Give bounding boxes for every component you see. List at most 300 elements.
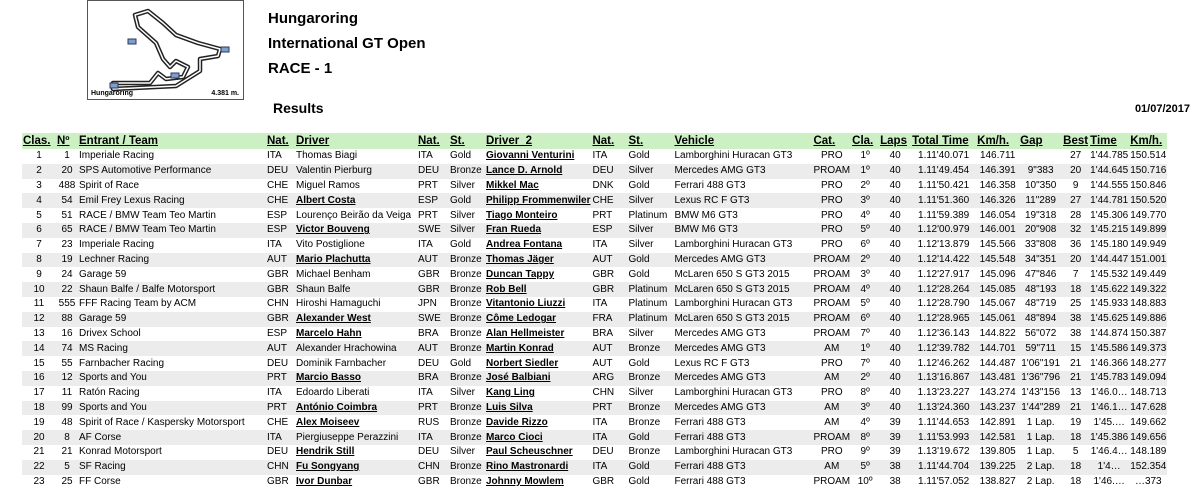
cell-driver2-nat: DEU xyxy=(592,446,614,458)
cell-vehicle: BMW M6 GT3 xyxy=(673,223,812,238)
cell-best-speed: 149.373 xyxy=(1129,341,1167,356)
cell-category: PRO xyxy=(820,150,843,162)
table-row xyxy=(22,238,1167,253)
cell-gap: 19"318 xyxy=(1024,209,1057,221)
cell-category: PROAM xyxy=(812,282,851,297)
cell-best-time: 1'46.1… xyxy=(1089,401,1129,416)
cell-vehicle: Mercedes AMG GT3 xyxy=(673,401,812,416)
col-header-vehicle: Vehicle xyxy=(673,133,812,149)
cell-driver-nat: DEU xyxy=(417,164,449,179)
cell-class-pos: 2º xyxy=(851,371,879,386)
cell-entrant-nat: CHE xyxy=(267,416,289,428)
cell-driver2: Tiago Monteiro xyxy=(486,209,558,221)
cell-vehicle: Lamborghini Huracan GT3 xyxy=(674,387,793,399)
cell-category: PROAM xyxy=(813,298,851,310)
table-row xyxy=(22,193,1167,208)
cell-category: PRO xyxy=(820,179,843,191)
cell-total-time: 1.11'44.653 xyxy=(918,416,970,428)
cell-laps: 40 xyxy=(879,193,911,208)
cell-category: PROAM xyxy=(813,268,851,280)
cell-best-speed: 148.189 xyxy=(1130,446,1167,458)
cell-gap: 2 Lap. xyxy=(1026,475,1055,487)
cell-driver-status: Bronze xyxy=(449,401,485,416)
cell-vehicle: Lexus RC F GT3 xyxy=(674,357,750,369)
cell-driver: Hiroshi Hamaguchi xyxy=(296,298,381,310)
cell-best-speed: 148.277 xyxy=(1130,357,1167,369)
cell-best-speed: 149.886 xyxy=(1129,312,1167,327)
cell-vehicle: Lamborghini Huracan GT3 xyxy=(674,446,793,458)
col-header-driver-nat: Nat. xyxy=(417,133,449,149)
cell-driver-status: Bronze xyxy=(449,460,485,475)
cell-avg-speed: 143.237 xyxy=(976,401,1019,416)
cell-laps: 40 xyxy=(879,341,911,356)
cell-driver: Ivor Dunbar xyxy=(296,475,353,487)
cell-avg-speed: 144.701 xyxy=(976,341,1019,356)
cell-driver2-nat: ITA xyxy=(592,298,608,310)
cell-driver2-status: Bronze xyxy=(627,371,673,386)
cell-driver2: Vitantonio Liuzzi xyxy=(486,298,566,310)
table-row xyxy=(22,223,1167,238)
cell-category: PROAM xyxy=(813,327,851,339)
cell-number: 25 xyxy=(61,475,73,487)
table-row xyxy=(22,386,1167,401)
cell-driver-status: Bronze xyxy=(449,371,485,386)
cell-best-lap: 15 xyxy=(1062,341,1089,356)
cell-best-speed: 151.001 xyxy=(1129,253,1167,268)
cell-entrant: Drivex School xyxy=(79,327,141,339)
cell-category: PRO xyxy=(820,209,843,221)
cell-best-lap: 36 xyxy=(1070,239,1082,251)
cell-gap: 1'44"289 xyxy=(1019,401,1062,416)
cell-vehicle: Mercedes AMG GT3 xyxy=(674,327,766,339)
cell-total-time: 1.13'24.360 xyxy=(911,401,976,416)
cell-best-lap: 27 xyxy=(1062,193,1089,208)
cell-best-time: 1'44.555 xyxy=(1090,179,1129,191)
cell-entrant-nat: PRT xyxy=(266,401,295,416)
col-header-laps: Laps xyxy=(879,133,911,149)
cell-avg-speed: 139.805 xyxy=(979,446,1016,458)
cell-driver: Fu Songyang xyxy=(295,460,417,475)
cell-driver-nat: DEU xyxy=(418,446,440,458)
cell-driver-nat: SWE xyxy=(417,312,449,327)
cell-driver-nat: SWE xyxy=(417,223,449,238)
cell-vehicle: Lexus RC F GT3 xyxy=(673,193,812,208)
cell-driver-status: Gold xyxy=(450,239,472,251)
cell-driver2-status: Silver xyxy=(627,193,673,208)
cell-vehicle: Mercedes AMG GT3 xyxy=(673,341,812,356)
cell-entrant-nat: ESP xyxy=(267,327,288,339)
cell-total-time: 1.11'51.360 xyxy=(911,193,976,208)
cell-gap: 9"383 xyxy=(1019,164,1062,179)
cell-total-time: 1.13'19.672 xyxy=(917,446,970,458)
cell-gap: 20"908 xyxy=(1019,223,1062,238)
cell-class-pos: 10º xyxy=(857,475,873,487)
cell-entrant: Imperiale Racing xyxy=(79,150,155,162)
cell-driver2-nat: FRA xyxy=(591,312,627,327)
cell-driver2: Martin Konrad xyxy=(485,341,591,356)
cell-gap: 34"351 xyxy=(1019,253,1062,268)
cell-best-lap: 18 xyxy=(1062,430,1089,445)
cell-number: 21 xyxy=(61,446,73,458)
cell-best-lap: 32 xyxy=(1062,223,1089,238)
cell-best-time: 1'45.180 xyxy=(1090,239,1129,251)
cell-driver-status: Gold xyxy=(450,150,472,162)
cell-driver2-nat: ITA xyxy=(591,430,627,445)
cell-best-time: 1'44.447 xyxy=(1089,253,1129,268)
cell-entrant: Farnbacher Racing xyxy=(79,357,165,369)
cell-gap: 48"894 xyxy=(1019,312,1062,327)
cell-avg-speed: 145.061 xyxy=(976,312,1019,327)
cell-laps: 40 xyxy=(879,282,911,297)
cell-position: 6 xyxy=(22,223,56,238)
cell-position: 18 xyxy=(22,401,56,416)
cell-position: 19 xyxy=(33,416,45,428)
cell-driver-nat: DEU xyxy=(418,357,440,369)
cell-total-time: 1.12'28.264 xyxy=(911,282,976,297)
cell-driver2: Philipp Frommenwiler xyxy=(485,193,591,208)
cell-best-lap: 18 xyxy=(1070,475,1082,487)
cell-driver2: Paul Scheuschner xyxy=(486,446,573,458)
cell-driver-status: Silver xyxy=(450,387,476,399)
table-row xyxy=(22,253,1167,268)
cell-driver: Miguel Ramos xyxy=(296,179,360,191)
cell-laps: 39 xyxy=(889,416,901,428)
cell-best-time: 1'44.785 xyxy=(1090,150,1129,162)
cell-driver2-status: Gold xyxy=(627,460,673,475)
cell-vehicle: Lamborghini Huracan GT3 xyxy=(674,150,793,162)
cell-position: 23 xyxy=(33,475,45,487)
race-title: RACE - 1 xyxy=(268,60,333,77)
cell-driver-nat: ITA xyxy=(418,150,433,162)
cell-driver: Vito Postiglione xyxy=(296,239,365,251)
cell-entrant: FFF Racing Team by ACM xyxy=(79,298,197,310)
cell-avg-speed: 144.822 xyxy=(979,327,1016,339)
cell-position: 7 xyxy=(36,239,42,251)
cell-total-time: 1.12'00.979 xyxy=(911,223,976,238)
cell-laps: 40 xyxy=(889,209,901,221)
cell-driver2-status: Bronze xyxy=(628,446,661,458)
cell-vehicle: BMW M6 GT3 xyxy=(674,209,738,221)
cell-driver2: Rob Bell xyxy=(485,282,591,297)
cell-driver-nat: RUS xyxy=(418,416,440,428)
cell-gap: 1'36"796 xyxy=(1019,371,1062,386)
cell-driver2: Rino Mastronardi xyxy=(485,460,591,475)
cell-driver: Dominik Farnbacher xyxy=(296,357,387,369)
cell-best-time: 1'45.625 xyxy=(1089,312,1129,327)
cell-driver2-status: Platinum xyxy=(627,312,673,327)
cell-class-pos: 6º xyxy=(851,312,879,327)
cell-vehicle: Ferrari 488 GT3 xyxy=(673,460,812,475)
cell-best-speed: 150.846 xyxy=(1130,179,1167,191)
cell-position: 8 xyxy=(22,253,56,268)
cell-laps: 40 xyxy=(879,164,911,179)
cell-best-lap: 18 xyxy=(1062,282,1089,297)
cell-position: 20 xyxy=(22,430,56,445)
cell-avg-speed: 145.067 xyxy=(979,298,1016,310)
cell-driver-status: Bronze xyxy=(449,312,485,327)
cell-driver: Marcio Basso xyxy=(295,371,417,386)
cell-position: 12 xyxy=(22,312,56,327)
cell-entrant: Emil Frey Lexus Racing xyxy=(78,193,266,208)
cell-driver2: Andrea Fontana xyxy=(486,239,563,251)
cell-driver-status: Silver xyxy=(450,209,476,221)
cell-total-time: 1.12'28.965 xyxy=(911,312,976,327)
cell-driver-nat: BRA xyxy=(418,327,439,339)
cell-class-pos: 1º xyxy=(851,341,879,356)
cell-laps: 38 xyxy=(889,475,901,487)
cell-driver2-status: Gold xyxy=(628,179,650,191)
cell-best-time: 1'45.622 xyxy=(1089,282,1129,297)
cell-category: PROAM xyxy=(813,475,851,487)
cell-position: 17 xyxy=(33,387,45,399)
cell-best-time: 1'44.645 xyxy=(1089,164,1129,179)
cell-best-speed: 149.322 xyxy=(1129,282,1167,297)
cell-number: 65 xyxy=(56,223,78,238)
cell-total-time: 1.11'40.071 xyxy=(918,150,970,162)
results-label: Results xyxy=(273,100,324,116)
cell-gap: 48"719 xyxy=(1024,298,1057,310)
table-row xyxy=(22,460,1167,475)
cell-best-time: 1'45.933 xyxy=(1090,298,1129,310)
col-header-driver2: Driver_2 xyxy=(485,133,591,149)
cell-entrant-nat: PRT xyxy=(266,371,295,386)
cell-driver2-nat: PRT xyxy=(592,209,613,221)
cell-driver2-nat: GBR xyxy=(592,268,615,280)
cell-driver2-nat: DEU xyxy=(591,164,627,179)
cell-number: 54 xyxy=(56,193,78,208)
cell-category: AM xyxy=(812,401,851,416)
cell-best-time: 1'4… xyxy=(1089,460,1129,475)
cell-entrant-nat: CHN xyxy=(267,298,289,310)
cell-entrant-nat: GBR xyxy=(267,475,289,487)
cell-laps: 40 xyxy=(889,387,901,399)
cell-avg-speed: 142.891 xyxy=(979,416,1016,428)
cell-number: 5 xyxy=(56,460,78,475)
cell-total-time: 1.12'14.422 xyxy=(911,253,976,268)
cell-laps: 40 xyxy=(889,268,901,280)
cell-total-time: 1.12'46.262 xyxy=(917,357,970,369)
cell-entrant: Garage 59 xyxy=(79,268,127,280)
circuit-title: Hungaroring xyxy=(268,10,358,27)
cell-best-speed: 150.387 xyxy=(1130,327,1167,339)
cell-best-time: 1'44.874 xyxy=(1090,327,1129,339)
cell-avg-speed: 138.827 xyxy=(979,475,1016,487)
table-row xyxy=(22,327,1167,342)
cell-gap: 1'06"191 xyxy=(1021,357,1061,369)
cell-driver-status: Bronze xyxy=(450,475,482,487)
cell-class-pos: 6º xyxy=(860,239,870,251)
cell-driver-nat: ITA xyxy=(418,239,433,251)
cell-vehicle: McLaren 650 S GT3 2015 xyxy=(673,312,812,327)
cell-best-speed: 148.883 xyxy=(1130,298,1167,310)
cell-entrant: Garage 59 xyxy=(78,312,266,327)
cell-gap: 1 Lap. xyxy=(1026,416,1055,428)
cell-driver2-status: Silver xyxy=(628,327,654,339)
table-row xyxy=(22,341,1167,356)
cell-vehicle: Mercedes AMG GT3 xyxy=(673,164,812,179)
race-date: 01/07/2017 xyxy=(1134,103,1190,115)
cell-position: 9 xyxy=(36,268,42,280)
cell-driver2-nat: AUT xyxy=(591,253,627,268)
cell-category: PRO xyxy=(812,193,851,208)
cell-driver-nat: GBR xyxy=(418,475,440,487)
cell-driver-nat: AUT xyxy=(417,253,449,268)
cell-best-lap: 25 xyxy=(1070,298,1082,310)
cell-number: 8 xyxy=(56,430,78,445)
cell-driver2-nat: AUT xyxy=(592,357,613,369)
table-row xyxy=(22,282,1167,297)
cell-class-pos: 5º xyxy=(860,298,870,310)
cell-best-time: 1'46.366 xyxy=(1090,357,1129,369)
cell-laps: 40 xyxy=(879,223,911,238)
cell-vehicle: Lamborghini Huracan GT3 xyxy=(674,239,793,251)
cell-driver-status: Bronze xyxy=(450,298,482,310)
cell-driver-status: Bronze xyxy=(449,341,485,356)
cell-entrant-nat: ITA xyxy=(267,150,282,162)
cell-total-time: 1.11'57.052 xyxy=(918,475,970,487)
cell-category: PROAM xyxy=(812,312,851,327)
cell-vehicle: Mercedes AMG GT3 xyxy=(673,371,812,386)
cell-entrant-nat: ESP xyxy=(267,209,288,221)
col-header-entrant-nat: Nat. xyxy=(266,133,295,149)
cell-driver-status: Silver xyxy=(449,223,485,238)
cell-avg-speed: 145.548 xyxy=(976,253,1019,268)
table-row xyxy=(22,401,1167,416)
cell-position: 21 xyxy=(33,446,45,458)
track-map xyxy=(87,0,244,100)
cell-driver-nat: PRT xyxy=(417,401,449,416)
cell-entrant: Spirit of Race xyxy=(79,179,140,191)
cell-best-time: 1'45.386 xyxy=(1089,430,1129,445)
cell-driver2-nat: ITA xyxy=(591,460,627,475)
cell-driver2: Davide Rizzo xyxy=(486,416,548,428)
cell-total-time: 1.12'27.917 xyxy=(917,268,970,280)
cell-class-pos: 7º xyxy=(860,327,870,339)
cell-gap: 2 Lap. xyxy=(1019,460,1062,475)
cell-driver2: Johnny Mowlem xyxy=(486,475,564,487)
cell-vehicle: Ferrari 488 GT3 xyxy=(674,179,746,191)
cell-driver: Lourenço Beirão da Veiga xyxy=(296,209,412,221)
col-header-total-time: Total Time xyxy=(911,133,976,149)
cell-driver-nat: PRT xyxy=(418,209,438,221)
cell-driver2: Thomas Jäger xyxy=(485,253,591,268)
cell-driver-nat: CHN xyxy=(417,460,449,475)
cell-driver2-status: Silver xyxy=(628,239,654,251)
cell-entrant-nat: DEU xyxy=(267,446,289,458)
cell-total-time: 1.11'50.421 xyxy=(918,179,970,191)
cell-category: AM xyxy=(824,416,840,428)
cell-position: 14 xyxy=(22,341,56,356)
cell-best-time: 1'46.0… xyxy=(1090,387,1128,399)
cell-entrant-nat: GBR xyxy=(266,312,295,327)
cell-entrant-nat: ESP xyxy=(266,223,295,238)
cell-driver2-status: Gold xyxy=(627,430,673,445)
cell-driver-status: Bronze xyxy=(450,268,482,280)
cell-avg-speed: 146.054 xyxy=(979,209,1016,221)
cell-driver2-nat: ITA xyxy=(592,239,608,251)
cell-best-speed: 148.713 xyxy=(1130,387,1167,399)
col-header-entrant: Entrant / Team xyxy=(78,133,266,149)
col-header-number: Nº xyxy=(56,133,78,149)
cell-driver-nat: ITA xyxy=(418,387,433,399)
cell-gap: 1 Lap. xyxy=(1026,446,1055,458)
col-header-category: Cat. xyxy=(812,133,851,149)
cell-driver: Michael Benham xyxy=(296,268,371,280)
cell-position: 5 xyxy=(36,209,42,221)
cell-number: 51 xyxy=(61,209,73,221)
cell-driver2-status: Bronze xyxy=(627,401,673,416)
cell-driver2: Côme Ledogar xyxy=(485,312,591,327)
cell-best-lap: 21 xyxy=(1062,401,1089,416)
cell-class-pos: 8º xyxy=(860,387,870,399)
cell-number: 1 xyxy=(64,150,70,162)
cell-category: PRO xyxy=(820,239,843,251)
cell-entrant-nat: AUT xyxy=(266,341,295,356)
cell-best-speed: 150.514 xyxy=(1130,150,1167,162)
cell-driver2: José Balbiani xyxy=(485,371,591,386)
cell-entrant: RACE / BMW Team Teo Martin xyxy=(79,209,216,221)
cell-best-speed: …373 xyxy=(1134,475,1162,487)
cell-position: 11 xyxy=(33,298,45,310)
cell-driver-nat: AUT xyxy=(417,341,449,356)
cell-position: 10 xyxy=(22,282,56,297)
cell-entrant-nat: CHE xyxy=(267,179,289,191)
table-row xyxy=(22,149,1167,164)
cell-driver-nat: JPN xyxy=(418,298,437,310)
cell-gap: 56"072 xyxy=(1024,327,1057,339)
col-header-best-speed: Km/h. xyxy=(1129,133,1167,149)
table-row xyxy=(22,371,1167,386)
cell-driver2-nat: CHE xyxy=(591,193,627,208)
table-row xyxy=(22,430,1167,445)
cell-position: 2 xyxy=(22,164,56,179)
cell-avg-speed: 143.274 xyxy=(979,387,1016,399)
cell-position: 16 xyxy=(22,371,56,386)
cell-laps: 40 xyxy=(889,239,901,251)
cell-driver2-nat: BRA xyxy=(592,327,614,339)
cell-position: 1 xyxy=(36,150,42,162)
table-row xyxy=(22,312,1167,327)
cell-gap xyxy=(1019,149,1062,164)
cell-best-lap: 27 xyxy=(1070,150,1082,162)
cell-avg-speed: 139.225 xyxy=(976,460,1019,475)
cell-vehicle: McLaren 650 S GT3 2015 xyxy=(674,268,790,280)
cell-entrant-nat: GBR xyxy=(267,268,289,280)
cell-driver2-status: Gold xyxy=(628,150,650,162)
cell-avg-speed: 146.711 xyxy=(979,150,1016,162)
cell-total-time: 1.13'16.867 xyxy=(911,371,976,386)
col-header-best-time: Time xyxy=(1089,133,1129,149)
table-row xyxy=(22,164,1167,179)
cell-avg-speed: 144.487 xyxy=(979,357,1016,369)
cell-total-time: 1.11'44.704 xyxy=(911,460,976,475)
cell-best-lap: 28 xyxy=(1070,209,1082,221)
cell-driver: Piergiuseppe Perazzini xyxy=(295,430,417,445)
cell-best-lap: 21 xyxy=(1070,357,1082,369)
cell-best-time: 1'45.215 xyxy=(1089,223,1129,238)
cell-vehicle: McLaren 650 S GT3 2015 xyxy=(673,282,812,297)
cell-entrant: RACE / BMW Team Teo Martin xyxy=(78,223,266,238)
cell-driver2-nat: ITA xyxy=(592,150,608,162)
cell-number: 488 xyxy=(58,179,76,191)
cell-best-time: 1'45.… xyxy=(1093,416,1125,428)
cell-driver2-status: Bronze xyxy=(627,341,673,356)
cell-category: PROAM xyxy=(812,430,851,445)
col-header-driver2-nat: Nat. xyxy=(591,133,627,149)
cell-best-lap: 21 xyxy=(1062,371,1089,386)
col-header-driver2-status: St. xyxy=(627,133,673,149)
cell-best-time: 1'45.783 xyxy=(1089,371,1129,386)
